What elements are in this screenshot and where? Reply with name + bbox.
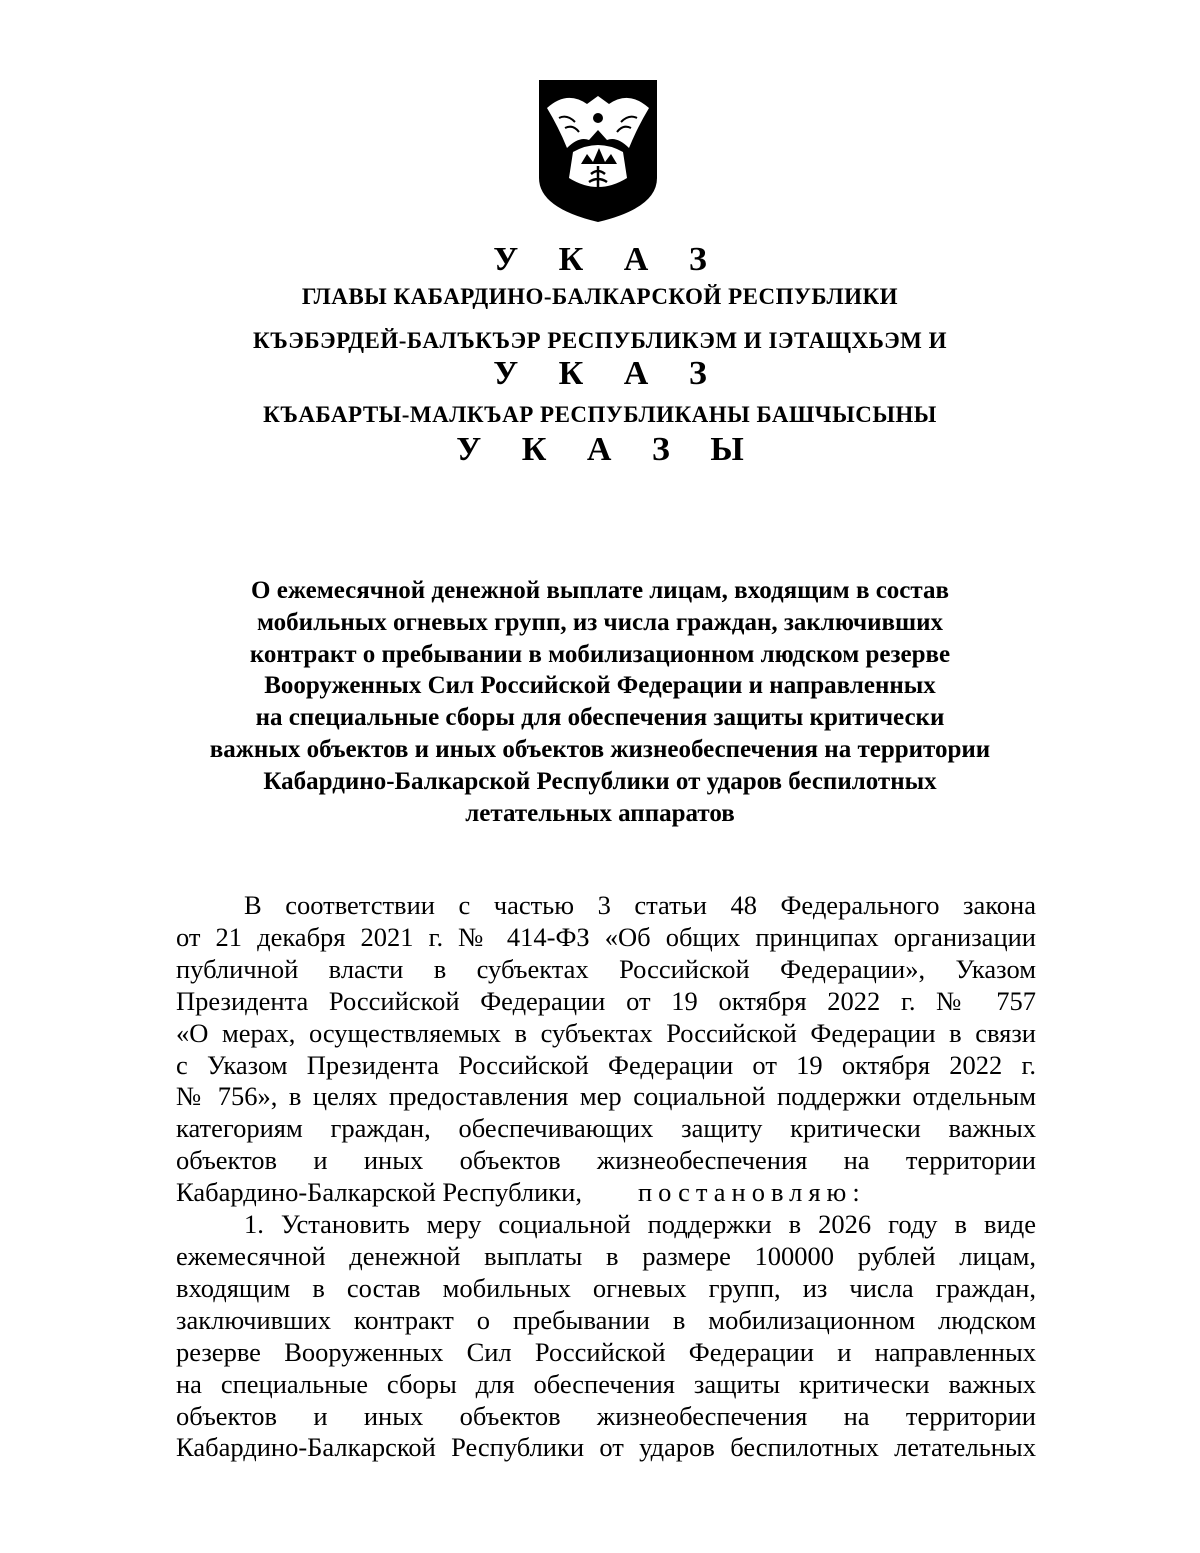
item-1-line: объектов и иных объектов жизнеобеспечения на территории xyxy=(176,1400,1036,1431)
subject-line: важных объектов и иных объектов жизнеобеспечения на территории xyxy=(209,735,991,763)
preamble-line: № 756», в целях предоставления мер социальной поддержки отдельным xyxy=(176,1081,1036,1112)
preamble-line: с Указом Президента Российской Федерации от 19 октября 2022 г. xyxy=(176,1049,1036,1080)
decree-subject xyxy=(150,575,1050,829)
item-1-paragraph xyxy=(176,1209,1036,1464)
decree-verb: постановляю: xyxy=(638,1177,866,1208)
subject-line: Кабардино-Балкарской Республики от ударов беспилотных xyxy=(263,767,937,795)
preamble-line: Президента Российской Федерации от 19 октября 2022 г. № 757 xyxy=(176,985,1036,1016)
authority-krc: КЪАБАРТЫ-МАЛКЪАР РЕСПУБЛИКАНЫ БАШЧЫСЫНЫ xyxy=(263,402,937,427)
item-1-line: ежемесячной денежной выплаты в размере 100000 рублей лицам, xyxy=(176,1240,1036,1271)
coat-of-arms-emblem xyxy=(537,78,659,224)
subject-line: летательных аппаратов xyxy=(465,799,735,827)
preamble-line: от 21 декабря 2021 г. № 414-ФЗ «Об общих принципах организации xyxy=(176,921,1036,952)
subject-line: на специальные сборы для обеспечения защиты критически xyxy=(255,704,945,732)
preamble-last-line xyxy=(176,1177,1036,1209)
preamble-last-text: Кабардино-Балкарской Республики, xyxy=(176,1177,582,1208)
document-body xyxy=(176,890,1036,1464)
decree-word-krc: У К А З Ы xyxy=(456,431,760,468)
authority-kbd: КЪЭБЭРДЕЙ-БАЛЪКЪЭР РЕСПУБЛИКЭМ И ІЭТАЩХЬЭМ И xyxy=(252,328,948,353)
subject-line: О ежемесячной денежной выплате лицам, входящим в состав xyxy=(251,577,949,604)
item-1-line: заключивших контракт о пребывании в мобилизационном людском xyxy=(176,1304,1036,1335)
item-1-line: 1. Установить меру социальной поддержки в 2026 году в виде xyxy=(244,1209,1036,1240)
item-1-line: Кабардино-Балкарской Республики от ударов беспилотных летательных xyxy=(176,1432,1036,1463)
subject-line: Вооруженных Сил Российской Федерации и направленных xyxy=(264,672,936,700)
item-1-line: входящим в состав мобильных огневых групп, из числа граждан, xyxy=(176,1272,1036,1303)
subject-line: контракт о пребывании в мобилизационном людском резерве xyxy=(249,640,951,668)
preamble-line: В соответствии с частью 3 статьи 48 Федерального закона xyxy=(244,890,1036,920)
subject-line: мобильных огневых групп, из числа граждан, заключивших xyxy=(256,608,944,636)
decree-word-kbd: У К А З xyxy=(493,355,723,392)
preamble-line: «О мерах, осуществляемых в субъектах Российской Федерации в связи xyxy=(176,1017,1036,1048)
preamble-line: категориям граждан, обеспечивающих защиту критически важных xyxy=(176,1113,1036,1144)
item-1-line: на специальные сборы для обеспечения защиты критически важных xyxy=(176,1368,1036,1399)
authority-ru: ГЛАВЫ КАБАРДИНО-БАЛКАРСКОЙ РЕСПУБЛИКИ xyxy=(301,284,899,309)
item-1-line: резерве Вооруженных Сил Российской Федерации и направленных xyxy=(176,1336,1036,1367)
preamble-line: объектов и иных объектов жизнеобеспечения на территории xyxy=(176,1145,1036,1176)
decree-word-ru: У К А З xyxy=(493,241,723,278)
preamble-paragraph xyxy=(176,890,1036,1209)
preamble-line: публичной власти в субъектах Российской Федерации», Указом xyxy=(176,953,1036,984)
